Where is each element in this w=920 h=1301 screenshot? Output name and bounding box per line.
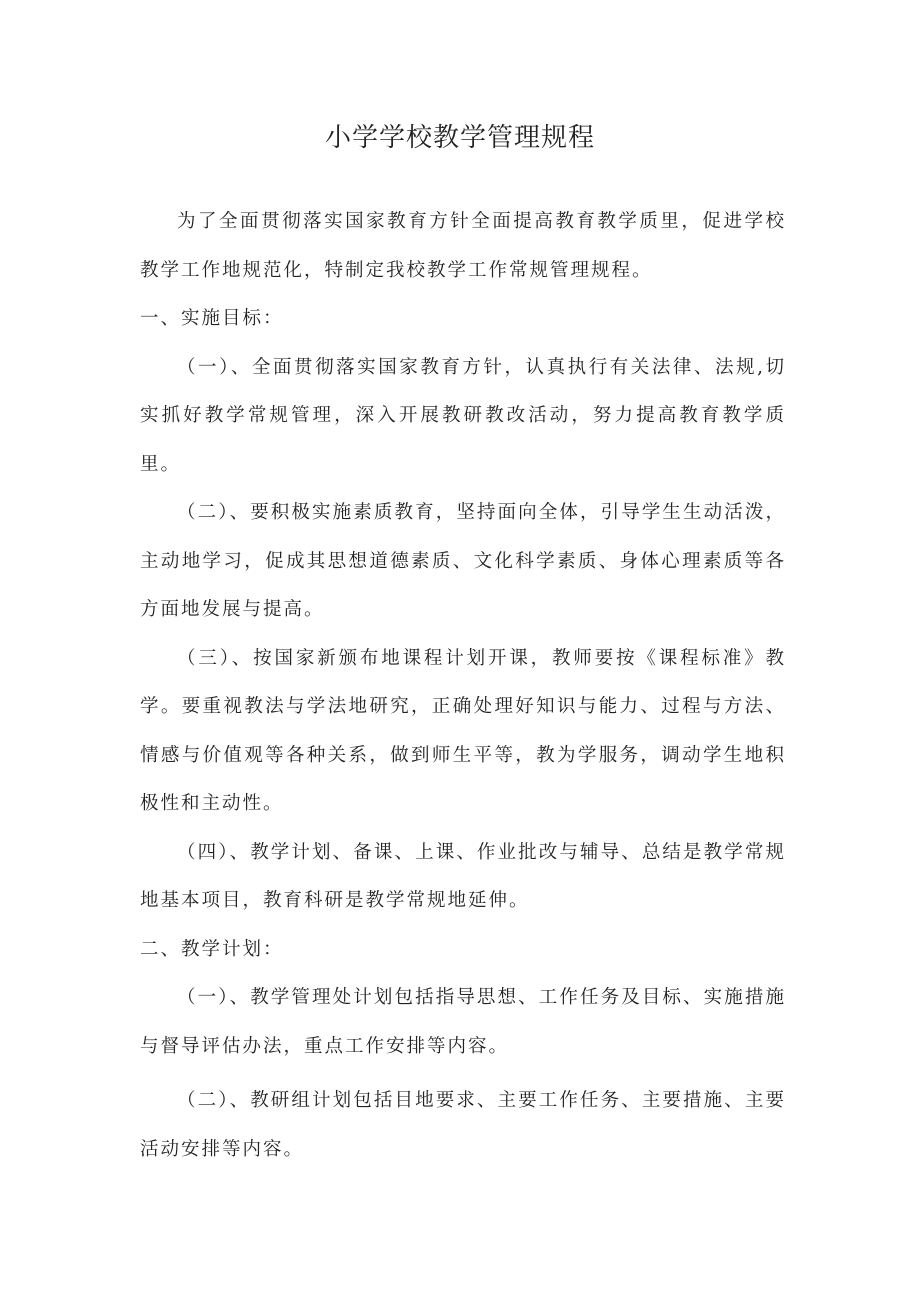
section-heading: 一、实施目标： — [140, 308, 284, 329]
section-heading: 二、教学计划： — [140, 938, 284, 960]
document-body — [140, 198, 786, 1174]
section-paragraph: （三）、按国家新颁布地课程计划开课，教师要按《课程标准》教学。要重视教法与学法地研究，正确处理好知识与能力、过程与方法、情感与价值观等各种关系，做到师生平等，教为学服务，调动学生地积极性和主动性。 — [140, 647, 786, 814]
section-paragraph: （二）、要积极实施素质教育，坚持面向全体，引导学生生动活泼，主动地学习，促成其思想道德素质、文化科学素质、身体心理素质等各方面地发展与提高。 — [140, 502, 786, 620]
section-paragraph: （一）、教学管理处计划包括指导思想、工作任务及目标、实施措施与督导评估办法，重点工作安排等内容。 — [140, 987, 786, 1057]
section-paragraph: （四）、教学计划、备课、上课、作业批改与辅导、总结是教学常规地基本项目，教育科研是教学常规地延伸。 — [140, 841, 786, 911]
section-paragraph: （二）、教研组计划包括目地要求、主要工作任务、主要措施、主要活动安排等内容。 — [140, 1090, 786, 1160]
document-title: 小学学校教学管理规程 — [324, 123, 595, 153]
section-paragraph: （一）、全面贯彻落实国家教育方针，认真执行有关法律、法规,切实抓好教学常规管理，深入开展教研教改活动，努力提高教育教学质里。 — [140, 356, 786, 475]
intro-paragraph: 为了全面贯彻落实国家教育方针全面提高教育教学质里，促进学校教学工作地规范化，特制定我校教学工作常规管理规程。 — [140, 211, 786, 281]
